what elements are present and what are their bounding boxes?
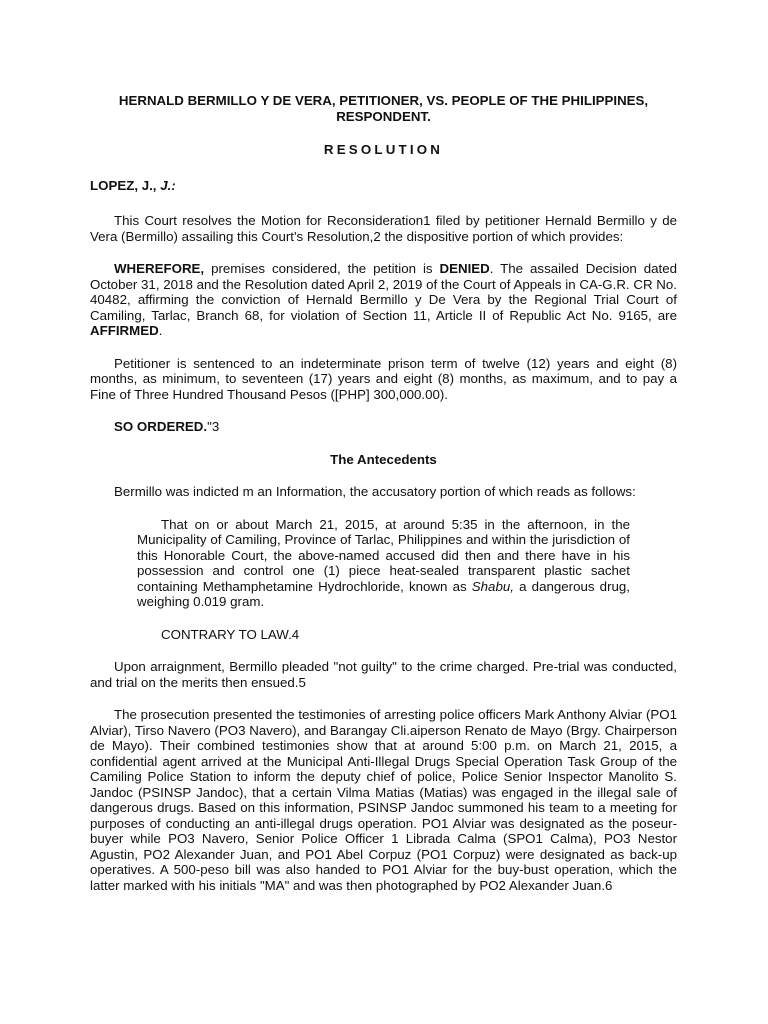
information-shabu: Shabu, [471,578,514,594]
wherefore-text-3: . [158,323,163,338]
ponente [90,178,677,194]
information-text-2: a dangerous drug, weighing 0.019 gram. [137,578,630,609]
document-page [90,93,677,910]
so-ordered-paragraph [90,419,677,435]
arraignment-paragraph: Upon arraignment, Bermillo pleaded "not guilty" to the crime charged. Pre-trial was conducted, and trial on the merits then ensued.5 [90,659,677,690]
information-blockquote [137,517,630,643]
sentence-paragraph: Petitioner is sentenced to an indeterminate prison term of twelve (12) years and eight (8) months, as minimum, to seventeen (17) years and eight (8) months, as maximum, and to pay a Fine of Three Hundred Thousand Pesos ([PHP] 300,000.00). [90,355,677,402]
indictment-paragraph: Bermillo was indicted m an Information, the accusatory portion of which reads as follows: [114,484,636,499]
ponente-suffix: J.: [160,177,176,193]
wherefore-text-1: premises considered, the petition is [204,261,440,276]
contrary-to-law: CONTRARY TO LAW.4 [161,626,300,642]
case-title: HERNALD BERMILLO Y DE VERA, PETITIONER, VS. PEOPLE OF THE PHILIPPINES, RESPONDENT. [118,93,649,124]
resolution-heading: RESOLUTION [323,142,444,157]
wherefore-paragraph [90,261,677,339]
information-paragraph [137,517,630,610]
wherefore-text-2: . The assailed Decision dated October 31, 2018 and the Resolution dated April 2, 2019 of the Court of Appeals in CA-G.R. CR No. 40482, affirming the conviction of Hernald Bermillo y De Vera by the Regional Trial Court of Camiling, Tarlac, Branch 68, for violation of Section 11, Article II of Republic Act No. 9165, are [90,261,677,323]
antecedents-heading: The Antecedents [330,451,437,467]
so-ordered-rest: "3 [207,419,220,434]
wherefore-affirmed: AFFIRMED [90,323,159,338]
wherefore-denied: DENIED [439,261,490,276]
ponente-name: LOPEZ, J., [90,177,161,193]
intro-paragraph: This Court resolves the Motion for Reconsideration1 filed by petitioner Hernald Bermillo y de Vera (Bermillo) assailing this Court's Resolution,2 the dispositive portion of which provides: [90,213,677,244]
information-text-1: That on or about March 21, 2015, at around 5:35 in the afternoon, in the Municipality of Camiling, Province of Tarlac, Philippines and within the jurisdiction of this Honorable Court, the above-named accused did then and there have in his possession and control one (1) piece heat-sealed transparent plastic sachet containing Methamphetamine Hydrochloride, known as [137,516,630,594]
wherefore-lead: WHEREFORE, [114,261,205,276]
prosecution-paragraph: The prosecution presented the testimonies of arresting police officers Mark Anthony Alviar (PO1 Alviar), Tirso Navero (PO3 Navero), and Barangay Cli.aiperson Renato de Mayo (Brgy. Chairperson de Mayo). Their combined testimonies show that at around 5:00 p.m. on March 21, 2015, a confidential agent arrived at the Municipal Anti-Illegal Drugs Special Operation Task Group of the Camiling Police Station to inform the deputy chief of police, Police Senior Inspector Manolito S. Jandoc (PSINSP Jandoc), that a certain Vilma Matias (Matias) was engaged in the illegal sale of dangerous drugs. Based on this information, PSINSP Jandoc summoned his team to a meeting for purposes of conducting an anti-illegal drugs operation. PO1 Alviar was designated as the poseur-buyer while PO3 Navero, Senior Police Officer 1 Librada Calma (SPO1 Calma), PO3 Nestor Agustin, PO2 Alexander Juan, and PO1 Abel Corpuz (PO1 Corpuz) were designated as back-up operatives. A 500-peso bill was also handed to PO1 Alviar for the buy-bust operation, which the latter marked with his initials "MA" and was then photographed by PO2 Alexander Juan.6 [90,707,677,893]
so-ordered-bold: SO ORDERED. [114,419,208,434]
